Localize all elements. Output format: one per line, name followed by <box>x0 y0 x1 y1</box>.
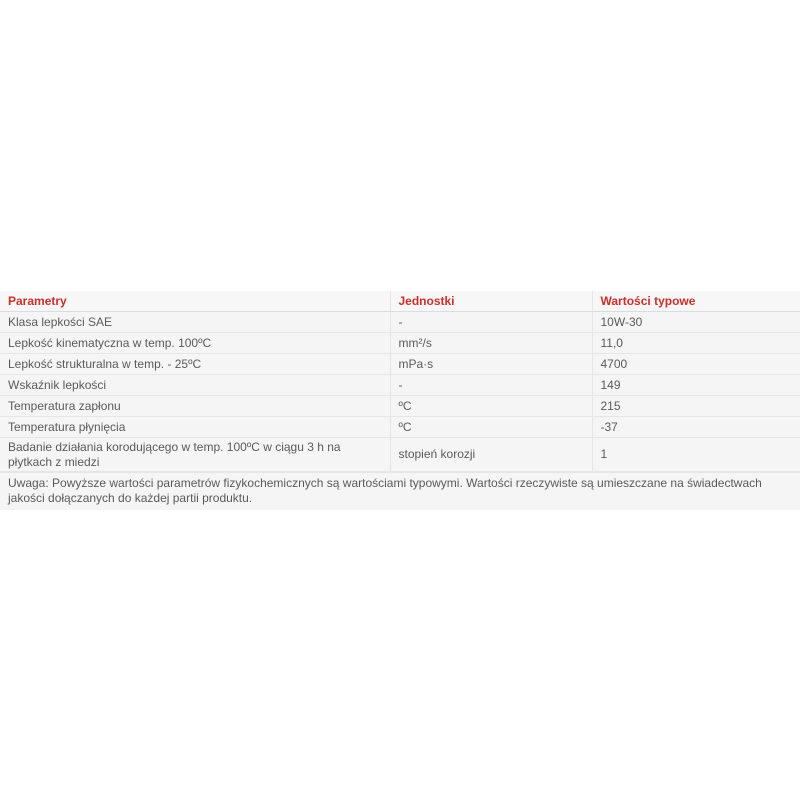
spec-table-header-row <box>0 291 800 312</box>
header-jednostki: Jednostki <box>390 291 592 312</box>
unit-cell: ºC <box>390 396 592 417</box>
unit-cell: stopień korozji <box>390 438 592 472</box>
value-cell: 11,0 <box>592 333 800 354</box>
param-cell: Badanie działania korodującego w temp. 100ºC w ciągu 3 h na płytkach z miedzi <box>0 438 390 472</box>
param-cell: Klasa lepkości SAE <box>0 312 390 333</box>
header-parametry: Parametry <box>0 291 390 312</box>
table-row <box>0 333 800 354</box>
unit-cell: ºC <box>390 417 592 438</box>
param-cell: Lepkość kinematyczna w temp. 100ºC <box>0 333 390 354</box>
param-cell: Temperatura płynięcia <box>0 417 390 438</box>
unit-cell: - <box>390 312 592 333</box>
table-row <box>0 375 800 396</box>
table-row <box>0 396 800 417</box>
disclaimer-note: Uwaga: Powyższe wartości parametrów fizykochemicznych są wartościami typowymi. Wartości rzeczywiste są umieszczane na świadectwach jakości dołączanych do każdej partii produktu. <box>0 472 800 510</box>
unit-cell: mm²/s <box>390 333 592 354</box>
table-row <box>0 354 800 375</box>
param-cell: Temperatura zapłonu <box>0 396 390 417</box>
value-cell: 1 <box>592 438 800 472</box>
value-cell: 4700 <box>592 354 800 375</box>
product-spec-sheet <box>0 291 800 510</box>
value-cell: 149 <box>592 375 800 396</box>
value-cell: 215 <box>592 396 800 417</box>
param-cell: Wskaźnik lepkości <box>0 375 390 396</box>
param-cell: Lepkość strukturalna w temp. - 25ºC <box>0 354 390 375</box>
unit-cell: - <box>390 375 592 396</box>
table-row <box>0 438 800 472</box>
unit-cell: mPa·s <box>390 354 592 375</box>
table-row <box>0 417 800 438</box>
value-cell: 10W-30 <box>592 312 800 333</box>
table-row <box>0 312 800 333</box>
spec-table <box>0 291 800 472</box>
value-cell: -37 <box>592 417 800 438</box>
header-wartosci-typowe: Wartości typowe <box>592 291 800 312</box>
